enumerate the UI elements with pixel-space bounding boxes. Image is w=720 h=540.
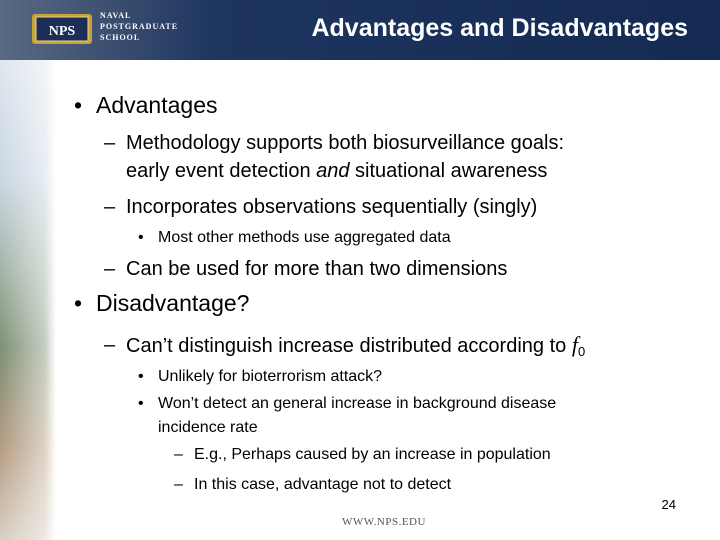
logo-line-3: SCHOOL <box>100 33 141 42</box>
slide-body: • Advantages – Methodology supports both biosurveillance goals: early event detection and situational awareness – Incorporates observations sequentially (singly) • Most other methods use aggregated data – Can be used for more than two dimensions • Disadvantage? – Can’t distinguish increase distributed according to $f_0$ • Unlikely for bioterrorism attack? • Won’t detect an general increase in background disease incidence rate – E.g., Perhaps caused by an increase in population – In this case, advantage not to detect <box>74 92 586 493</box>
logo-badge-text: NPS <box>48 24 76 39</box>
logo-line-2: POSTGRADUATE <box>100 22 179 31</box>
footer-url[interactable]: WWW.NPS.EDU <box>342 516 426 528</box>
logo-line-1: NAVAL <box>100 11 132 20</box>
slide-title: Advantages and Disadvantages <box>311 14 688 42</box>
page-number: 24 <box>661 497 676 512</box>
